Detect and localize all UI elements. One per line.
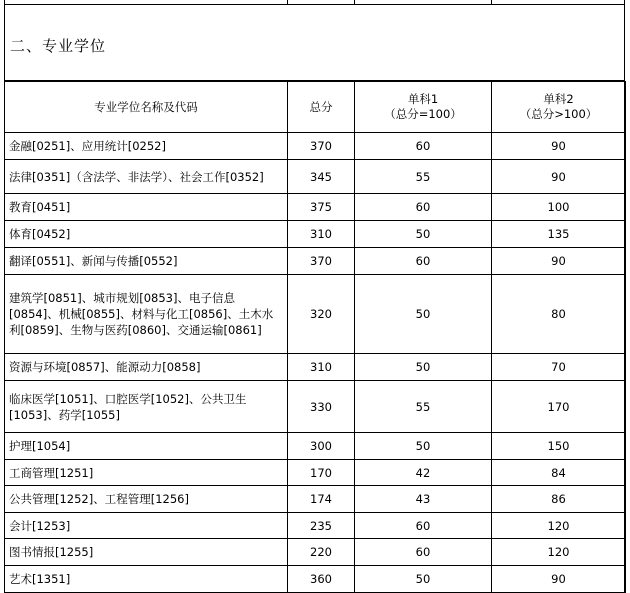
header-single2-line2: （总分>100） (519, 107, 598, 121)
table-row (5, 513, 626, 539)
cell-single1: 55 (355, 160, 492, 194)
cell-single1: 60 (355, 194, 492, 221)
cell-name: 艺术[1351] (5, 566, 288, 593)
cell-single2: 70 (492, 354, 626, 381)
cell-single2: 80 (492, 275, 626, 354)
cell-name: 金融[0251]、应用统计[0252] (5, 133, 288, 160)
cell-single2: 120 (492, 539, 626, 566)
cell-single1: 43 (355, 486, 492, 513)
table-row (5, 248, 626, 275)
cell-name: 临床医学[1051]、口腔医学[1052]、公共卫生[1053]、药学[1055] (5, 381, 288, 433)
table-header-row (5, 82, 626, 133)
cell-name: 护理[1054] (5, 433, 288, 460)
cell-total: 370 (288, 248, 355, 275)
cell-single2: 84 (492, 460, 626, 486)
header-single2 (492, 82, 626, 133)
cell-total: 330 (288, 381, 355, 433)
header-single1-line1: 单科1 (407, 92, 439, 106)
table-row (5, 381, 626, 433)
table-row (5, 221, 626, 248)
header-single2-line1: 单科2 (543, 92, 574, 106)
cell-single2: 90 (492, 248, 626, 275)
cell-single2: 90 (492, 133, 626, 160)
cell-single1: 50 (355, 275, 492, 354)
cell-total: 375 (288, 194, 355, 221)
section-title: 二、专业学位 (10, 37, 107, 55)
cell-total: 345 (288, 160, 355, 194)
cell-total: 320 (288, 275, 355, 354)
cell-name: 公共管理[1252]、工程管理[1256] (5, 486, 288, 513)
cell-total: 235 (288, 513, 355, 539)
header-single1 (355, 82, 492, 133)
cell-single1: 60 (355, 539, 492, 566)
cell-single2: 120 (492, 513, 626, 539)
cell-single1: 50 (355, 433, 492, 460)
cell-single2: 100 (492, 194, 626, 221)
cell-single2: 90 (492, 566, 626, 593)
table-row (5, 160, 626, 194)
cell-single1: 42 (355, 460, 492, 486)
cell-single1: 60 (355, 248, 492, 275)
table-row (5, 354, 626, 381)
cell-name: 体育[0452] (5, 221, 288, 248)
table-row (5, 133, 626, 160)
cell-name: 翻译[0551]、新闻与传播[0552] (5, 248, 288, 275)
cell-name: 工商管理[1251] (5, 460, 288, 486)
cell-total: 360 (288, 566, 355, 593)
cell-name: 资源与环境[0857]、能源动力[0858] (5, 354, 288, 381)
table-row (5, 486, 626, 513)
cell-total: 220 (288, 539, 355, 566)
cell-single2: 170 (492, 381, 626, 433)
cell-name: 图书情报[1255] (5, 539, 288, 566)
table-row (5, 194, 626, 221)
cell-single2: 86 (492, 486, 626, 513)
cell-single1: 50 (355, 566, 492, 593)
cell-single1: 50 (355, 354, 492, 381)
cell-name: 会计[1253] (5, 513, 288, 539)
cell-total: 174 (288, 486, 355, 513)
cell-single1: 60 (355, 133, 492, 160)
cell-single2: 135 (492, 221, 626, 248)
cell-total: 310 (288, 221, 355, 248)
table-row (5, 566, 626, 593)
header-total: 总分 (288, 82, 355, 133)
cell-name: 法律[0351]（含法学、非法学）、社会工作[0352] (5, 160, 288, 194)
table-row (5, 460, 626, 486)
score-table (4, 81, 626, 593)
section-header (4, 4, 625, 81)
table-row (5, 539, 626, 566)
cell-total: 370 (288, 133, 355, 160)
cell-single1: 55 (355, 381, 492, 433)
cell-name: 教育[0451] (5, 194, 288, 221)
cell-name: 建筑学[0851]、城市规划[0853]、电子信息[0854]、机械[0855]、材料与化工[0856]、土木水利[0859]、生物与医药[0860]、交通运输[0861] (5, 275, 288, 354)
header-single1-line2: （总分=100） (384, 107, 462, 121)
cell-total: 310 (288, 354, 355, 381)
cell-total: 300 (288, 433, 355, 460)
cell-single2: 90 (492, 160, 626, 194)
header-name: 专业学位名称及代码 (5, 82, 288, 133)
table-row (5, 433, 626, 460)
cell-single1: 60 (355, 513, 492, 539)
cell-single1: 50 (355, 221, 492, 248)
cell-single2: 150 (492, 433, 626, 460)
cell-total: 170 (288, 460, 355, 486)
table-row (5, 275, 626, 354)
